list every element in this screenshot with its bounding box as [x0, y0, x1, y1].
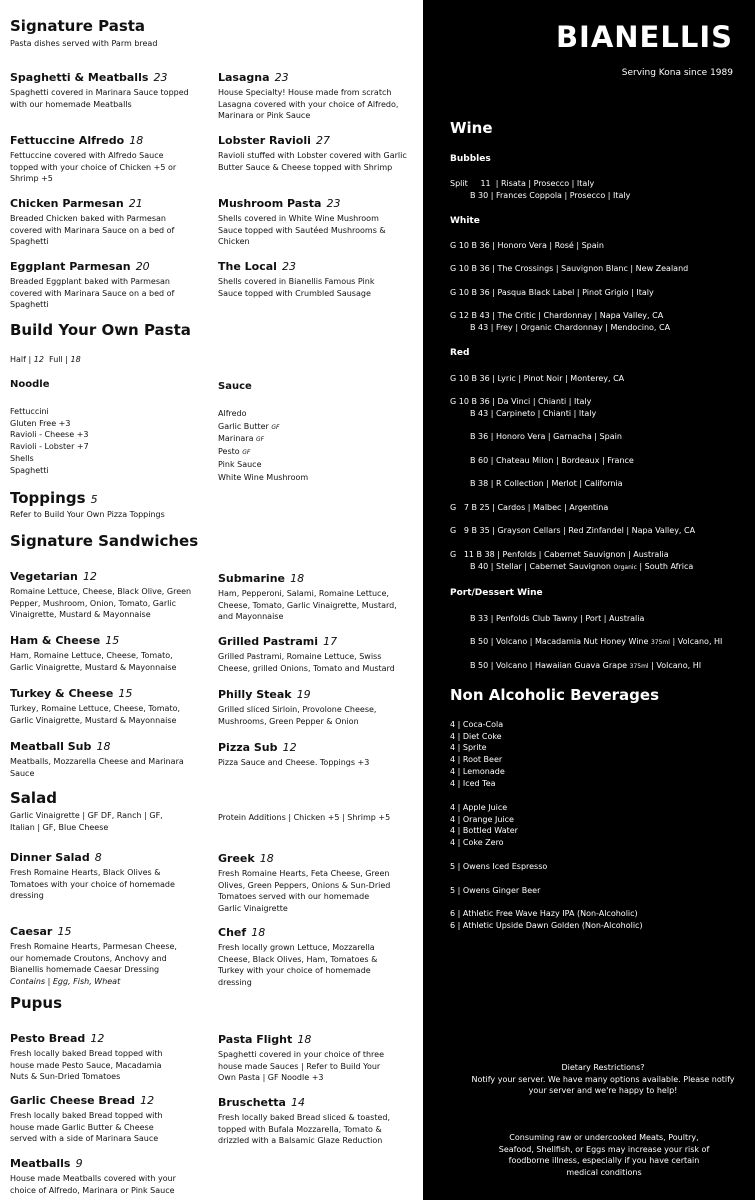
- item-price: 8: [94, 851, 102, 864]
- wine-line: B 40 | Stellar | Cabernet Sauvignon Organic | South Africa: [470, 562, 694, 571]
- item-desc: Turkey, Romaine Lettuce, Cheese, Tomato,: [10, 704, 181, 713]
- menu-item: [10, 629, 210, 673]
- item-desc: Lasagna covered with your choice of Alfredo,: [218, 99, 399, 109]
- item-desc: choice of Alfredo, Marinara or Pink Sauce: [10, 1185, 175, 1195]
- item-name: Mushroom Pasta: [218, 197, 322, 210]
- wine-line: G 12 B 43 | The Critic | Chardonnay | Napa Valley, CA: [450, 311, 664, 320]
- allergen-note: Contains | Egg, Fish, Wheat: [10, 977, 121, 987]
- item-name: Dinner Salad: [10, 851, 90, 864]
- brand-tagline: Serving Kona since 1989: [621, 68, 733, 78]
- menu-item: [10, 1027, 210, 1083]
- list-item: Shells: [10, 453, 34, 463]
- item-desc: Breaded Chicken baked with Parmesan: [10, 214, 166, 223]
- item-name: Caesar: [10, 925, 53, 938]
- item-desc: Fresh locally baked Bread topped with: [10, 1049, 163, 1058]
- item-desc: Tomatoes served with our homemade: [218, 892, 370, 902]
- list-item: Ravioli - Cheese +3: [10, 430, 89, 440]
- menu-item: [10, 565, 210, 621]
- item-desc: Spaghetti covered in your choice of three: [218, 1050, 385, 1059]
- item-name: Pesto Bread: [10, 1032, 86, 1045]
- item-desc: our homemade Croutons, Anchovy and: [10, 953, 167, 963]
- item-desc: with our homemade Meatballs: [10, 99, 132, 109]
- item-desc: Shrimp +5: [10, 174, 53, 184]
- item-desc: Grilled sliced Sirloin, Provolone Cheese,: [218, 705, 377, 714]
- toppings-heading: [10, 488, 98, 507]
- item-desc: Sauce: [10, 768, 35, 778]
- list-item: Marinara GF: [218, 434, 265, 444]
- menu-item: [218, 567, 418, 623]
- item-price: 21: [128, 197, 143, 210]
- item-price: 14: [291, 1096, 306, 1109]
- item-desc: house made Garlic Butter & Cheese: [10, 1122, 154, 1132]
- item-desc: House Specialty! House made from scratch: [218, 88, 392, 97]
- section-title-toppings: Toppings: [10, 489, 86, 507]
- wine-bubbles-title: Bubbles: [450, 154, 491, 164]
- noodle-list: [10, 406, 89, 476]
- item-desc: Meatballs, Mozzarella Cheese and Marinara: [10, 757, 184, 766]
- item-desc: Grilled Pastrami, Romaine Lettuce, Swiss: [218, 652, 382, 661]
- item-desc: Romaine Lettuce, Cheese, Black Olive, Green: [10, 587, 192, 596]
- list-item: Ravioli - Lobster +7: [10, 442, 89, 452]
- item-desc: Spaghetti covered in Marinara Sauce topped: [10, 88, 189, 97]
- item-desc: Cheese, Tomato, Garlic Vinaigrette, Mustard,: [218, 600, 397, 610]
- item-desc: topped with your choice of Chicken +5 or: [10, 162, 177, 172]
- full-label: Full |: [43, 355, 71, 364]
- salad-dressings: Garlic Vinaigrette | GF DF, Ranch | GF, Italian | GF, Blue Cheese: [10, 811, 163, 832]
- item-name: Lasagna: [218, 71, 270, 84]
- item-name: Greek: [218, 852, 255, 865]
- list-item: Spaghetti: [10, 465, 49, 475]
- item-price: 20: [135, 260, 150, 273]
- menu-item: [10, 920, 210, 988]
- item-name: Bruschetta: [218, 1096, 286, 1109]
- na-list: 6 | Athletic Free Wave Hazy IPA (Non-Alcoholic) 6 | Athletic Upside Dawn Golden (Non-Alcoholic): [450, 909, 643, 930]
- item-price: 23: [282, 260, 296, 273]
- item-desc: House made Meatballs covered with your: [10, 1174, 176, 1183]
- menu-item: [10, 66, 210, 110]
- wine-line: B 33 | Penfolds Club Tawny | Port | Australia: [470, 614, 645, 623]
- item-desc: covered with Marinara Sauce on a bed of: [10, 288, 175, 298]
- wine-port-title: Port/Dessert Wine: [450, 588, 543, 598]
- toppings-note: Refer to Build Your Own Pizza Toppings: [10, 510, 165, 519]
- item-desc: Garlic Vinaigrette, Mustard & Mayonnaise: [10, 662, 177, 672]
- sauce-title: Sauce: [218, 381, 252, 392]
- item-name: Ham & Cheese: [10, 634, 101, 647]
- item-name: Pasta Flight: [218, 1033, 293, 1046]
- wine-line: G 10 B 36 | Da Vinci | Chianti | Italy: [450, 397, 592, 406]
- item-desc: Cheese, Black Olives, Ham, Tomatoes &: [218, 954, 378, 964]
- half-price: 12: [33, 355, 44, 364]
- item-name: Pizza Sub: [218, 741, 278, 754]
- brand-logo: BIANELLIS: [555, 20, 733, 54]
- item-name: Meatball Sub: [10, 740, 92, 753]
- item-desc: Fresh locally grown Lettuce, Mozzarella: [218, 943, 375, 952]
- item-desc: Garlic Vinaigrette: [218, 904, 288, 914]
- menu-item: [10, 255, 210, 311]
- item-desc: Chicken: [218, 237, 250, 247]
- item-desc: house made Sauces | Refer to Build Your: [218, 1061, 381, 1071]
- menu-item: [218, 683, 418, 727]
- item-name: Vegetarian: [10, 570, 78, 583]
- item-price: 15: [57, 925, 72, 938]
- item-desc: Fresh Romaine Hearts, Black Olives &: [10, 868, 161, 877]
- item-desc: Marinara or Pink Sauce: [218, 111, 311, 121]
- item-name: Spaghetti & Meatballs: [10, 71, 149, 84]
- wine-line: G 10 B 36 | Pasqua Black Label | Pinot Grigio | Italy: [450, 288, 654, 297]
- menu-item: [10, 735, 210, 779]
- menu-item: [218, 847, 418, 915]
- section-subtitle: Pasta dishes served with Parm bread: [10, 39, 158, 48]
- section-title-salad: Salad: [10, 789, 57, 807]
- wine-line: B 43 | Frey | Organic Chardonnay | Mendocino, CA: [470, 323, 671, 332]
- menu-item: [218, 129, 418, 173]
- item-desc: Spaghetti: [10, 237, 49, 247]
- item-desc: Own Pasta | GF Noodle +3: [218, 1073, 324, 1083]
- drinks-menu-panel: [423, 0, 755, 1200]
- item-desc: dressing: [218, 978, 252, 988]
- item-name: The Local: [218, 260, 277, 273]
- item-name: Garlic Cheese Bread: [10, 1094, 135, 1107]
- noodle-title: Noodle: [10, 379, 50, 390]
- item-desc: Fresh locally baked Bread topped with: [10, 1111, 163, 1120]
- list-item: Gluten Free +3: [10, 418, 71, 428]
- item-desc: Fresh locally baked Bread sliced & toasted,: [218, 1113, 391, 1122]
- item-price: 18: [251, 926, 266, 939]
- item-desc: served with a side of Marinara Sauce: [10, 1134, 159, 1144]
- item-desc: Fresh Romaine Hearts, Parmesan Cheese,: [10, 942, 177, 951]
- item-price: 19: [296, 688, 311, 701]
- item-desc: Breaded Eggplant baked with Parmesan: [10, 277, 170, 286]
- na-list: 4 | Coca-Cola 4 | Diet Coke 4 | Sprite 4 | Root Beer 4 | Lemonade 4 | Iced Tea: [450, 720, 505, 788]
- item-desc: Ham, Romaine Lettuce, Cheese, Tomato,: [10, 651, 173, 660]
- menu-item: [10, 1089, 210, 1145]
- list-item: Pink Sauce: [218, 459, 262, 469]
- menu-item: [10, 129, 210, 185]
- menu-item: [218, 736, 418, 769]
- item-name: Submarine: [218, 572, 285, 585]
- menu-item: [10, 192, 210, 248]
- item-price: 9: [75, 1157, 83, 1170]
- sauce-list: [218, 408, 308, 484]
- item-desc: Nuts & Sun-Dried Tomatoes: [10, 1072, 121, 1082]
- list-item: Pesto GF: [218, 447, 251, 457]
- item-name: Philly Steak: [218, 688, 292, 701]
- item-name: Eggplant Parmesan: [10, 260, 131, 273]
- item-desc: Spaghetti: [10, 300, 49, 310]
- item-desc: Fresh Romaine Hearts, Feta Cheese, Green: [218, 869, 390, 878]
- full-price: 18: [70, 355, 81, 364]
- wine-line: B 30 | Frances Coppola | Prosecco | Italy: [470, 191, 631, 200]
- section-title-pupus: Pupus: [10, 994, 63, 1012]
- wine-line: B 38 | R Collection | Merlot | California: [470, 479, 623, 488]
- menu-item: [218, 921, 418, 989]
- na-item: 5 | Owens Ginger Beer: [450, 886, 541, 895]
- section-title-wine: Wine: [450, 119, 493, 137]
- item-price: 18: [259, 852, 274, 865]
- menu-item: [10, 846, 210, 902]
- item-price: 5: [90, 493, 98, 506]
- item-price: 23: [326, 197, 341, 210]
- wine-red-title: Red: [450, 348, 470, 358]
- menu-item: [218, 1091, 418, 1147]
- wine-white-title: White: [450, 216, 480, 226]
- item-price: 18: [297, 1033, 312, 1046]
- list-item: White Wine Mushroom: [218, 472, 309, 482]
- menu-item: [10, 1152, 210, 1196]
- item-desc: Sauce topped with Crumbled Sausage: [218, 288, 371, 298]
- item-price: 12: [82, 570, 97, 583]
- wine-line: G 9 B 35 | Grayson Cellars | Red Zinfandel | Napa Valley, CA: [450, 526, 696, 535]
- wine-line: G 10 B 36 | Honoro Vera | Rosé | Spain: [450, 241, 604, 250]
- item-desc: Ravioli stuffed with Lobster covered with Garlic: [218, 151, 407, 160]
- byo-sizes: [10, 355, 81, 364]
- menu-item: [218, 66, 418, 122]
- item-price: 12: [140, 1094, 155, 1107]
- item-price: 18: [96, 740, 111, 753]
- wine-line: B 50 | Volcano | Macadamia Nut Honey Wine 375ml | Volcano, HI: [470, 637, 723, 646]
- item-desc: covered with Marinara Sauce on a bed of: [10, 225, 175, 235]
- item-price: 27: [316, 134, 330, 147]
- item-price: 18: [290, 572, 305, 585]
- wine-line: G 7 B 25 | Cardos | Malbec | Argentina: [450, 503, 609, 512]
- wine-line: Split 11 | Risata | Prosecco | Italy: [450, 179, 595, 188]
- item-name: Chicken Parmesan: [10, 197, 124, 210]
- protein-additions: Protein Additions | Chicken +5 | Shrimp +5: [218, 813, 391, 822]
- list-item: Alfredo: [218, 409, 247, 418]
- item-desc: Olives, Green Peppers, Onions & Sun-Dried: [218, 880, 391, 890]
- item-price: 12: [90, 1032, 105, 1045]
- item-price: 15: [118, 687, 133, 700]
- item-desc: dressing: [10, 891, 44, 901]
- item-name: Meatballs: [10, 1157, 71, 1170]
- menu-item: [218, 630, 418, 674]
- na-item: 5 | Owens Iced Espresso: [450, 862, 548, 871]
- item-desc: Pizza Sauce and Cheese. Toppings +3: [218, 758, 370, 767]
- wine-line: B 43 | Carpineto | Chianti | Italy: [470, 409, 597, 418]
- item-desc: and Mayonnaise: [218, 612, 284, 622]
- item-price: 23: [274, 71, 289, 84]
- item-desc: Pepper, Mushroom, Onion, Tomato, Garlic: [10, 598, 177, 608]
- item-price: 18: [129, 134, 144, 147]
- item-name: Turkey & Cheese: [10, 687, 114, 700]
- wine-line: B 36 | Honoro Vera | Garnacha | Spain: [470, 432, 622, 441]
- item-desc: Garlic Vinaigrette, Mustard & Mayonnaise: [10, 715, 177, 725]
- item-price: 15: [105, 634, 120, 647]
- item-price: 12: [282, 741, 297, 754]
- item-name: Chef: [218, 926, 247, 939]
- list-item: Garlic Butter GF: [218, 421, 280, 431]
- half-label: Half |: [10, 355, 34, 364]
- menu-item: [218, 192, 418, 248]
- item-desc: Shells covered in Bianellis Famous Pink: [218, 277, 375, 286]
- item-desc: Turkey with your choice of homemade: [218, 966, 371, 976]
- wine-line: G 10 B 36 | The Crossings | Sauvignon Blanc | New Zealand: [450, 264, 689, 273]
- item-name: Grilled Pastrami: [218, 635, 319, 648]
- section-title-non-alcoholic: Non Alcoholic Beverages: [450, 686, 660, 704]
- wine-line: G 10 B 36 | Lyric | Pinot Noir | Monterey, CA: [450, 374, 625, 383]
- wine-line: B 60 | Chateau Milon | Bordeaux | France: [470, 456, 634, 465]
- item-desc: Sauce topped with Sautéed Mushrooms &: [218, 225, 386, 235]
- section-title-signature-pasta: Signature Pasta: [10, 17, 146, 35]
- item-desc: Cheese, grilled Onions, Tomato and Mustard: [218, 663, 395, 673]
- item-desc: Mushrooms, Green Pepper & Onion: [218, 716, 359, 726]
- item-desc: topped with Bufala Mozzarella, Tomato &: [218, 1124, 382, 1134]
- section-title-signature-sandwiches: Signature Sandwiches: [10, 532, 199, 550]
- item-desc: Fettuccine covered with Alfredo Sauce: [10, 151, 164, 160]
- menu-item: [218, 1028, 418, 1084]
- list-item: Fettuccini: [10, 407, 49, 416]
- item-desc: drizzled with a Balsamic Glaze Reduction: [218, 1136, 383, 1146]
- item-name: Fettuccine Alfredo: [10, 134, 125, 147]
- item-name: Lobster Ravioli: [218, 134, 311, 147]
- health-warning: Consuming raw or undercooked Meats, Poultry, Seafood, Shellfish, or Eggs may increase your risk of foodborne illness, especially if you have certain medical conditions: [498, 1133, 710, 1178]
- item-price: 23: [153, 71, 168, 84]
- wine-line: B 50 | Volcano | Hawaiian Guava Grape 375ml | Volcano, HI: [470, 661, 702, 670]
- item-desc: Bianellis homemade Caesar Dressing: [10, 965, 160, 975]
- na-list: 4 | Apple Juice 4 | Orange Juice 4 | Bottled Water 4 | Coke Zero: [450, 803, 518, 848]
- menu-item: [10, 682, 210, 726]
- item-desc: Ham, Pepperoni, Salami, Romaine Lettuce,: [218, 589, 389, 598]
- item-desc: Shells covered in White Wine Mushroom: [218, 214, 379, 223]
- item-desc: Butter Sauce & Cheese topped with Shrimp: [218, 162, 393, 172]
- item-desc: Tomatoes with your choice of homemade: [10, 879, 175, 889]
- item-desc: Vinaigrette, Mustard & Mayonnaise: [10, 610, 151, 620]
- dietary-notice: Dietary Restrictions? Notify your server. We have many options available. Please notify your server and we're happy to help!: [471, 1063, 735, 1096]
- section-title-build-your-own-pasta: Build Your Own Pasta: [10, 321, 191, 339]
- item-desc: house made Pesto Sauce, Macadamia: [10, 1060, 162, 1070]
- wine-line: G 11 B 38 | Penfolds | Cabernet Sauvignon | Australia: [450, 550, 669, 559]
- item-price: 17: [323, 635, 338, 648]
- menu-item: [218, 255, 418, 299]
